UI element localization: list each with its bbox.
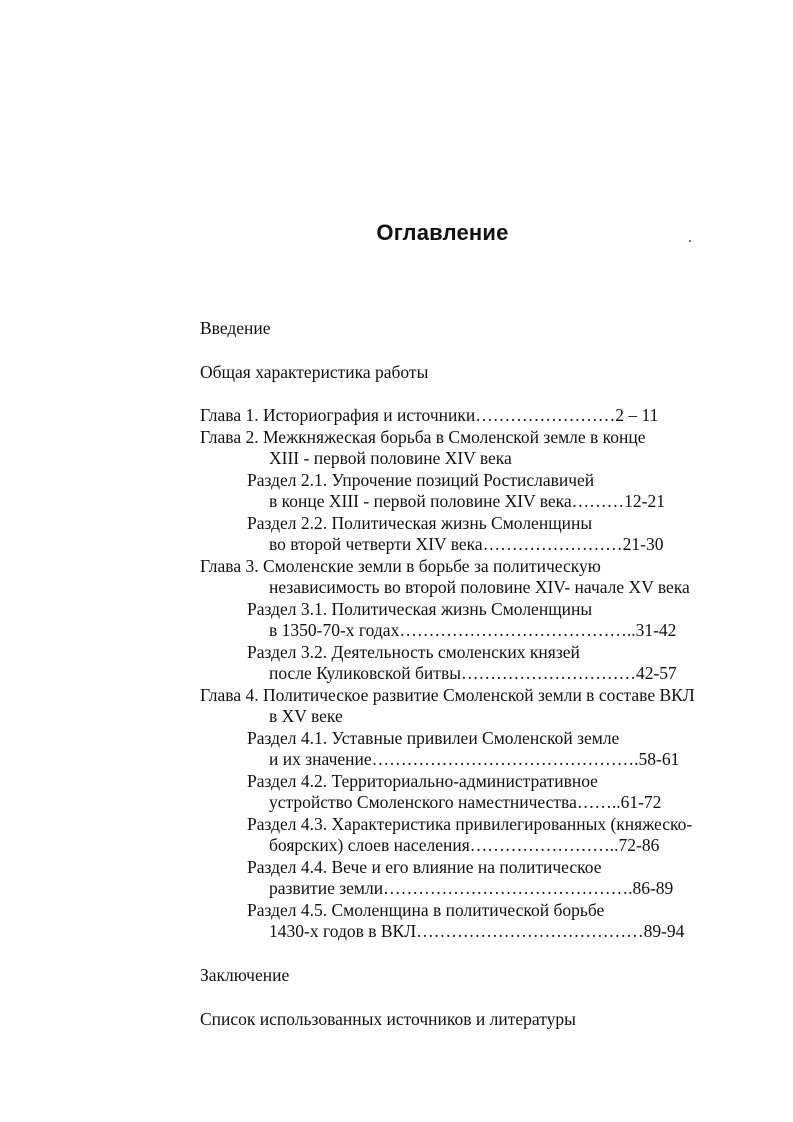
toc-section-4-1-line2: и их значение……………………………………….58-61	[269, 749, 680, 769]
toc-section-2-2-line1: Раздел 2.2. Политическая жизнь Смоленщины	[247, 513, 593, 533]
toc-section-4-1-line1: Раздел 4.1. Уставные привилеи Смоленской земле	[247, 728, 620, 748]
toc-sources: Список использованных источников и литературы	[200, 1009, 576, 1029]
toc-section-4-2-line1: Раздел 4.2. Территориально-административное	[247, 771, 598, 791]
toc-section-2-2-line2: во второй четверти XIV века……………………21-30	[269, 534, 664, 554]
toc-section-4-4-line1: Раздел 4.4. Вече и его влияние на политическое	[247, 857, 602, 877]
toc-chapter-2-line2: XIII - первой половине XIV века	[269, 448, 512, 468]
toc-section-2-1-line1: Раздел 2.1. Упрочение позиций Ростиславичей	[247, 470, 595, 490]
toc-section-3-1-line2: в 1350-70-х годах…………………………………..31-42	[269, 620, 677, 640]
toc-chapter-1: Глава 1. Историография и источники……………………2 – 11	[200, 405, 659, 425]
toc-chapter-3-line2: независимость во второй половине XIV- начале XV века	[269, 577, 690, 597]
toc-section-4-3-line2: боярских) слоев населения……………………..72-86	[269, 835, 660, 855]
toc-section-4-3-line1: Раздел 4.3. Характеристика привилегированных (княжеско-	[247, 814, 693, 834]
toc-section-4-2-line2: устройство Смоленского наместничества……..61-72	[269, 792, 662, 812]
toc-section-3-2-line1: Раздел 3.2. Деятельность смоленских князей	[247, 642, 580, 662]
toc-section-3-2-line2: после Куликовской битвы…………………………42-57	[269, 663, 677, 683]
toc-section-4-5-line1: Раздел 4.5. Смоленщина в политической борьбе	[247, 900, 605, 920]
page-title: Оглавление	[376, 220, 509, 245]
toc-general: Общая характеристика работы	[200, 362, 429, 382]
toc-conclusion: Заключение	[200, 965, 290, 985]
toc-chapter-3-line1: Глава 3. Смоленские земли в борьбе за политическую	[200, 556, 601, 576]
toc-chapter-4-line1: Глава 4. Политическое развитие Смоленской земли в составе ВКЛ	[200, 685, 695, 705]
scan-speck	[689, 240, 691, 242]
toc-section-3-1-line1: Раздел 3.1. Политическая жизнь Смоленщины	[247, 599, 593, 619]
toc-section-4-5-line2: 1430-х годов в ВКЛ…………………………………89-94	[269, 921, 685, 941]
toc-section-4-4-line2: развитие земли…………………………………….86-89	[269, 878, 674, 898]
toc-chapter-4-line2: в XV веке	[269, 706, 343, 726]
toc-intro: Введение	[200, 318, 271, 338]
toc-section-2-1-line2: в конце XIII - первой половине XIV века………12-21	[269, 491, 666, 511]
toc-chapter-2-line1: Глава 2. Межкняжеская борьба в Смоленской земле в конце	[200, 427, 646, 447]
